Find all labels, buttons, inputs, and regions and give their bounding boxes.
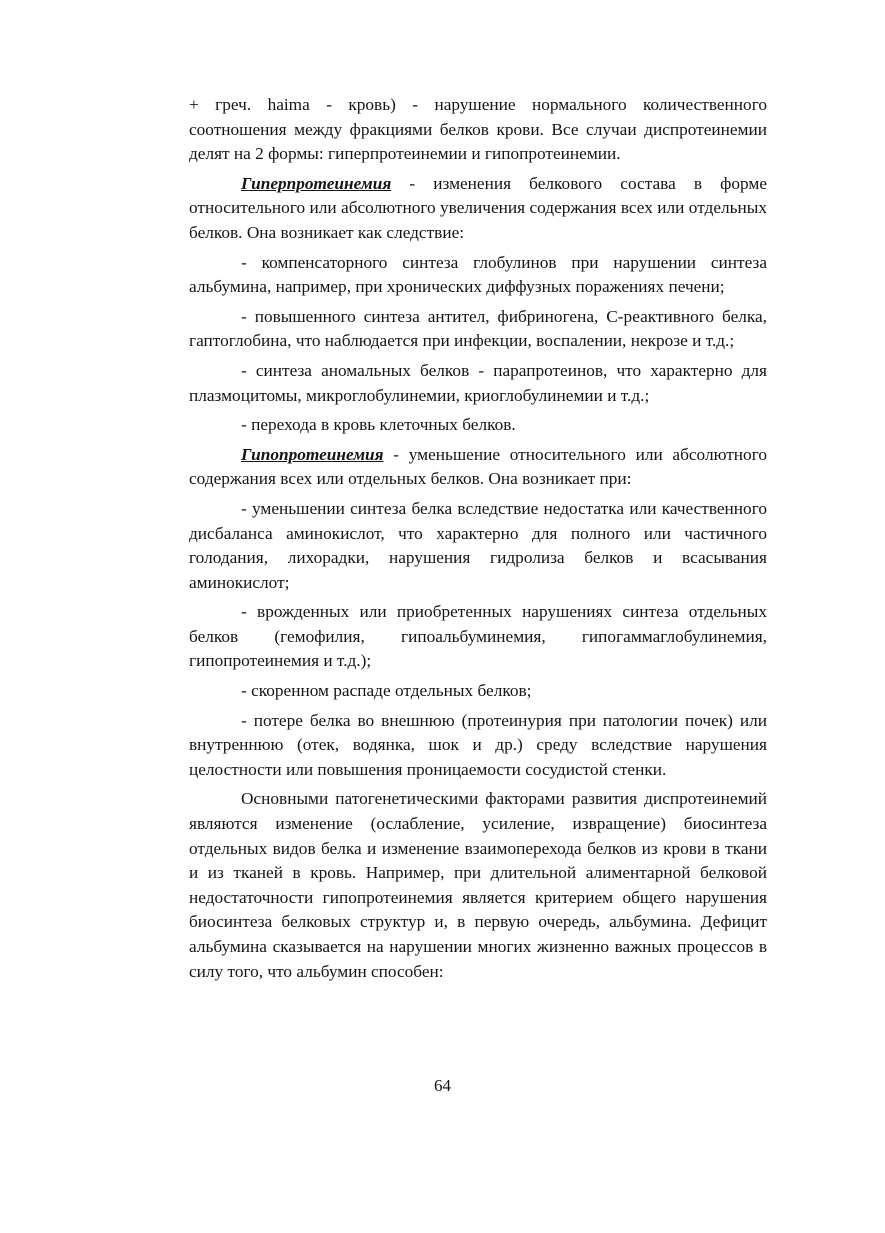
paragraph: [189, 172, 767, 246]
paragraph: [189, 359, 767, 408]
paragraph-text: - синтеза аномальных белков - парапротеинов, что характерно для плазмоцитомы, микроглобулинемии, криоглобулинемии и т.д.;: [189, 360, 767, 405]
paragraph-text: + греч. haima - кровь) - нарушение нормального количественного соотношения между фракциями белков крови. Все случаи диспротеинемии делят на 2 формы: гиперпротеинемии и гипопротеинемии.: [189, 95, 767, 164]
paragraph: [189, 497, 767, 595]
paragraph: [189, 305, 767, 354]
paragraph: [189, 787, 767, 984]
paragraph-text: - компенсаторного синтеза глобулинов при нарушении синтеза альбумина, например, при хронических диффузных поражениях печени;: [189, 252, 767, 297]
paragraph: [189, 709, 767, 783]
paragraph: [189, 600, 767, 674]
paragraph: [189, 251, 767, 300]
page-number: 64: [434, 1076, 451, 1095]
paragraph: [189, 413, 767, 438]
paragraph: [189, 443, 767, 492]
paragraph-text: - перехода в кровь клеточных белков.: [241, 415, 516, 435]
paragraph-text: - изменения белкового состава в форме относительного или абсолютного увеличения содержания всех или отдельных белков. Она возникает как следствие:: [189, 173, 767, 242]
term-hyperproteinemia: Гиперпротеинемия: [241, 173, 392, 193]
body-text: [189, 93, 767, 989]
paragraph-text: - врожденных или приобретенных нарушениях синтеза отдельных белков (гемофилия, гипоальбуминемия, гипогаммаглобулинемия, гипопротеинемия и т.д.);: [189, 602, 767, 671]
paragraph-text: - уменьшении синтеза белка вследствие недостатка или качественного дисбаланса аминокислот, что характерно для полного или частичного голодания, лихорадки, нарушения гидролиза белков и всасывания аминокислот;: [189, 498, 767, 592]
paragraph: [189, 679, 767, 704]
paragraph-text: - потере белка во внешнюю (протеинурия при патологии почек) или внутреннюю (отек, водянка, шок и др.) среду вследствие нарушения целостности или повышения проницаемости сосудистой стенки.: [189, 710, 767, 779]
paragraph-text: Основными патогенетическими факторами развития диспротеинемий являются изменение (ослабление, усиление, извращение) биосинтеза отдельных видов белка и изменение взаимоперехода белков из крови в ткани и из тканей в кровь. Например, при длительной алиментарной белковой недостаточности гипопротеинемия является критерием общего нарушения биосинтеза белковых структур и, в первую очередь, альбумина. Дефицит альбумина сказывается на нарушении многих жизненно важных процессов в силу того, что альбумин способен:: [189, 789, 767, 981]
paragraph: [189, 93, 767, 167]
paragraph-text: - скоренном распаде отдельных белков;: [241, 681, 532, 701]
paragraph-text: - повышенного синтеза антител, фибриногена, С-реактивного белка, гаптоглобина, что наблюдается при инфекции, воспалении, некрозе и т.д.;: [189, 306, 767, 351]
paragraph-text: - уменьшение относительного или абсолютного содержания всех или отдельных белков. Она возникает при:: [189, 444, 767, 489]
term-hypoproteinemia: Гипопротеинемия: [241, 444, 384, 464]
